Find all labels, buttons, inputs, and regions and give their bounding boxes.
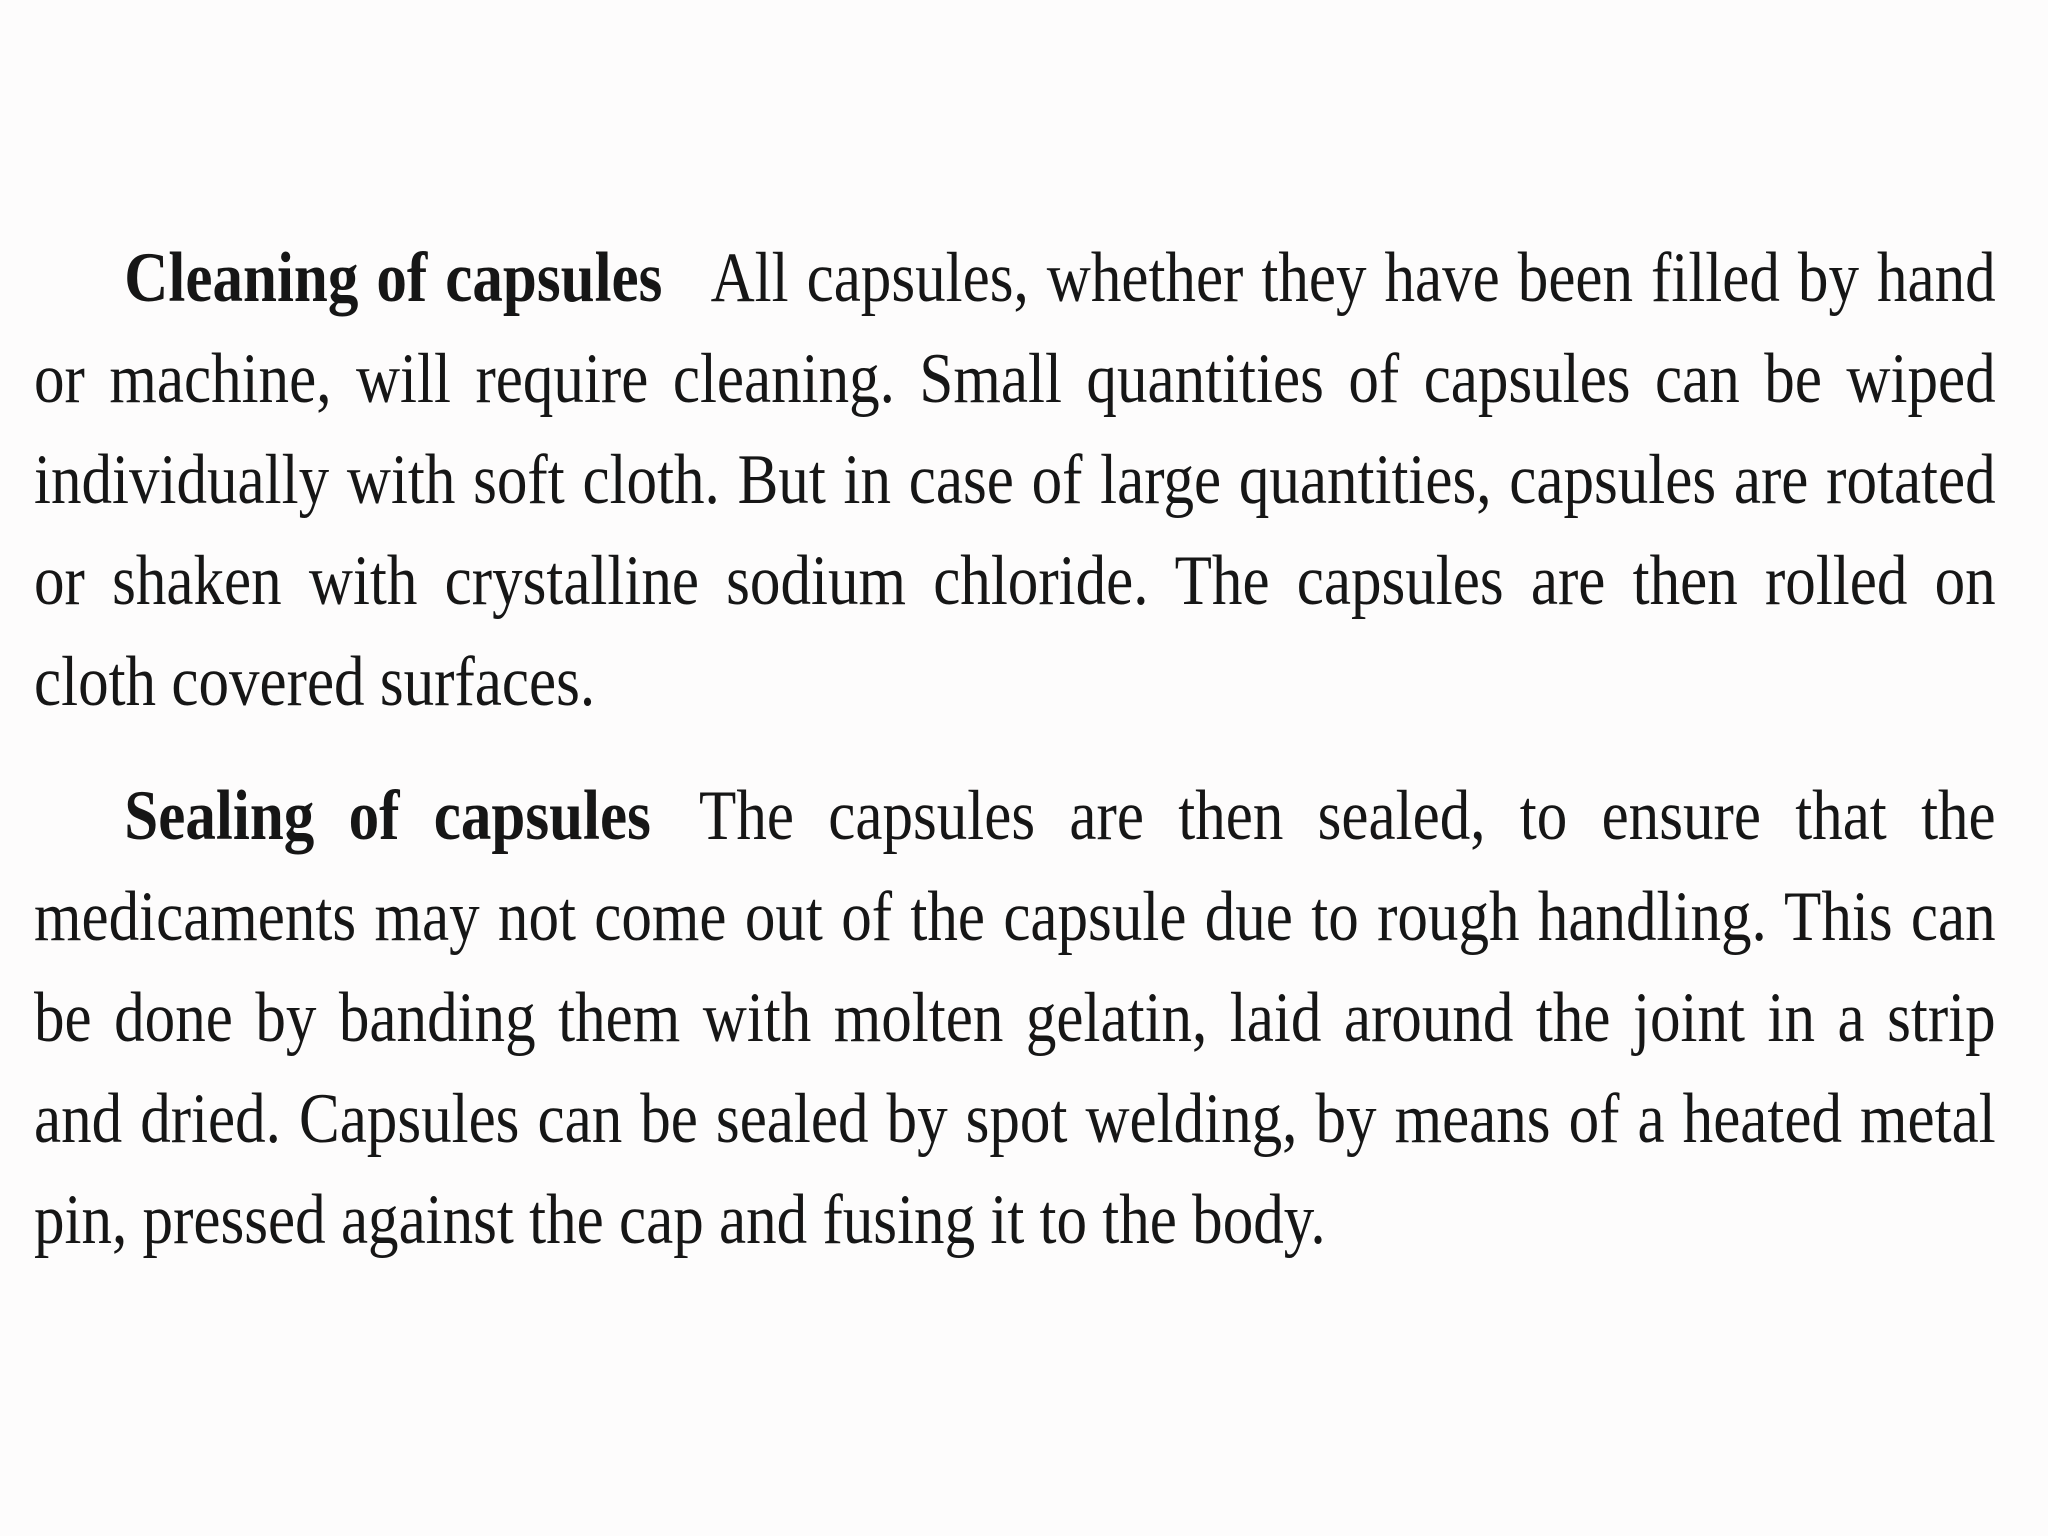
paragraph-sealing-text: The capsules are then sealed, to ensure that the medicaments may not come out of the capsule due to rough handling. This can be done by banding them with molten gelatin, laid around the joint in a strip and dried. Capsules can be sealed by spot welding, by means of a heated metal pin, pressed against the cap and fusing it to the body.: [34, 777, 1996, 1259]
paragraph-sealing: [34, 766, 1996, 1271]
paragraph-cleaning: [34, 228, 1996, 733]
heading-sealing: Sealing of capsules: [124, 777, 651, 855]
paragraph-cleaning-text: All capsules, whether they have been filled by hand or machine, will require cleaning. Small quantities of capsules can be wiped individually with soft cloth. But in case of large quantities, capsules are rotated or shaken with crystalline sodium chloride. The capsules are then rolled on cloth covered surfaces.: [34, 239, 1996, 721]
heading-cleaning: Cleaning of capsules: [124, 239, 663, 317]
text-body: [34, 228, 1996, 1271]
